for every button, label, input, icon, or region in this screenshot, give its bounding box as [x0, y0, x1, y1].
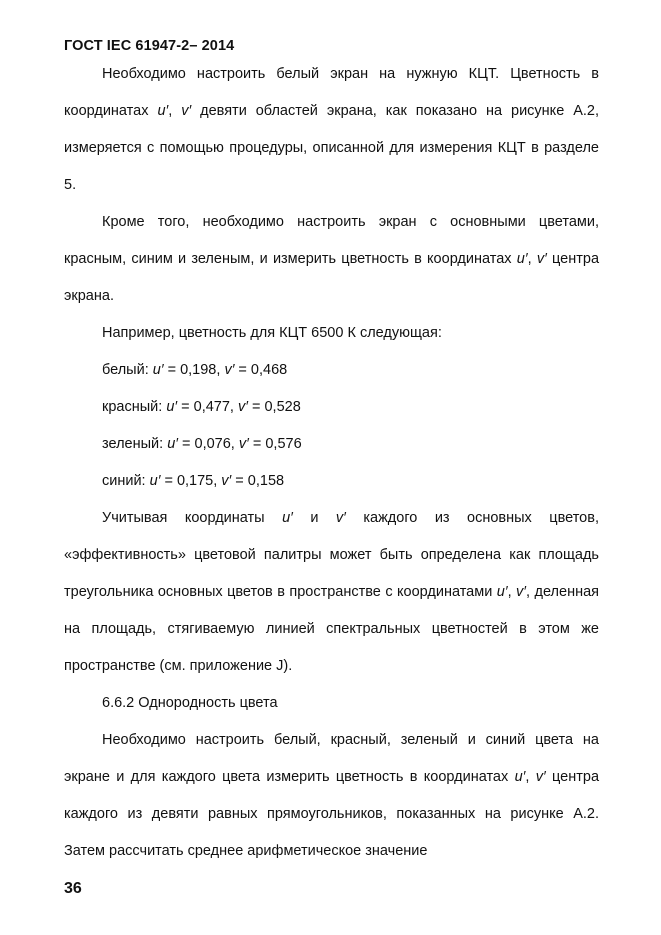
v-value: = 0,468	[234, 362, 288, 378]
symbol-v: v′	[516, 584, 527, 600]
text-run: Кроме того, необходимо настроить экран с основными цветами, красным, синим и зеленым, и измерить цветность в координатах	[64, 214, 599, 267]
document-header: ГОСТ IEC 61947-2– 2014	[64, 38, 235, 54]
color-line-blue	[64, 463, 599, 500]
symbol-v: v′	[238, 436, 249, 452]
color-line-green	[64, 426, 599, 463]
text-run: центра каждого из девяти равных прямоугольников, показанных на рисунке А.2. Затем рассчитать среднее арифметическое значение	[64, 769, 600, 859]
paragraph-example-intro: Например, цветность для КЦТ 6500 К следующая:	[102, 325, 442, 341]
symbol-u: u′	[514, 769, 526, 785]
u-value: = 0,477,	[177, 399, 238, 415]
symbol-v: v′	[237, 399, 248, 415]
symbol-v: v′	[536, 251, 547, 267]
symbol-v: v′	[224, 362, 235, 378]
symbol-u: u′	[516, 251, 528, 267]
text-run: ,	[507, 584, 517, 600]
paragraph-white-screen	[64, 56, 599, 204]
symbol-u: u′	[167, 436, 178, 452]
color-label: синий:	[102, 473, 150, 489]
text-run: каждого из основных цветов, «эффективность» цветовой палитры может быть определена как площадь треугольника основных цветов в пространстве с координатами	[64, 510, 599, 600]
text-run: , деленная на площадь, стягиваемую линией спектральных цветностей в этом же пространстве (см. приложение J).	[64, 584, 599, 674]
text-run: Необходимо настроить белый, красный, зеленый и синий цвета на экране и для каждого цвета измерить цветность в координатах	[64, 732, 599, 785]
color-label: зеленый:	[102, 436, 168, 452]
text-run: Необходимо настроить белый экран на нужную КЦТ. Цветность в координатах	[64, 66, 599, 119]
symbol-u: u′	[149, 473, 161, 489]
paragraph-uniformity-procedure	[64, 722, 599, 870]
symbol-u: u′	[282, 510, 293, 526]
paragraph-primary-colors	[64, 204, 599, 315]
symbol-u: u′	[157, 103, 169, 119]
u-value: = 0,198,	[163, 362, 225, 378]
color-label: белый:	[102, 362, 153, 378]
text-run: ,	[168, 103, 182, 119]
v-value: = 0,528	[247, 399, 301, 415]
paragraph-gamut-efficiency	[64, 500, 599, 685]
u-value: = 0,175,	[160, 473, 222, 489]
text-run: ,	[525, 769, 536, 785]
v-value: = 0,158	[231, 473, 285, 489]
symbol-v: v′	[335, 510, 346, 526]
symbol-v: v′	[221, 473, 232, 489]
symbol-u: u′	[152, 362, 164, 378]
symbol-v: v′	[535, 769, 546, 785]
color-line-white	[64, 352, 599, 389]
symbol-u: u′	[166, 399, 178, 415]
text-run: девяти областей экрана, как показано на рисунке А.2, измеряется с помощью процедуры, описанной для измерения КЦТ в разделе 5.	[64, 103, 599, 193]
symbol-v: v′	[181, 103, 192, 119]
text-run: ,	[527, 251, 537, 267]
v-value: = 0,576	[248, 436, 302, 452]
document-body	[64, 56, 599, 870]
text-run: центра экрана.	[64, 251, 600, 304]
color-line-red	[64, 389, 599, 426]
text-run: и	[292, 510, 336, 526]
color-label: красный:	[102, 399, 167, 415]
u-value: = 0,076,	[177, 436, 239, 452]
symbol-u: u′	[496, 584, 508, 600]
section-heading-color-uniformity: 6.6.2 Однородность цвета	[102, 695, 278, 711]
page-number: 36	[64, 880, 82, 897]
text-run: Учитывая координаты	[102, 510, 283, 526]
